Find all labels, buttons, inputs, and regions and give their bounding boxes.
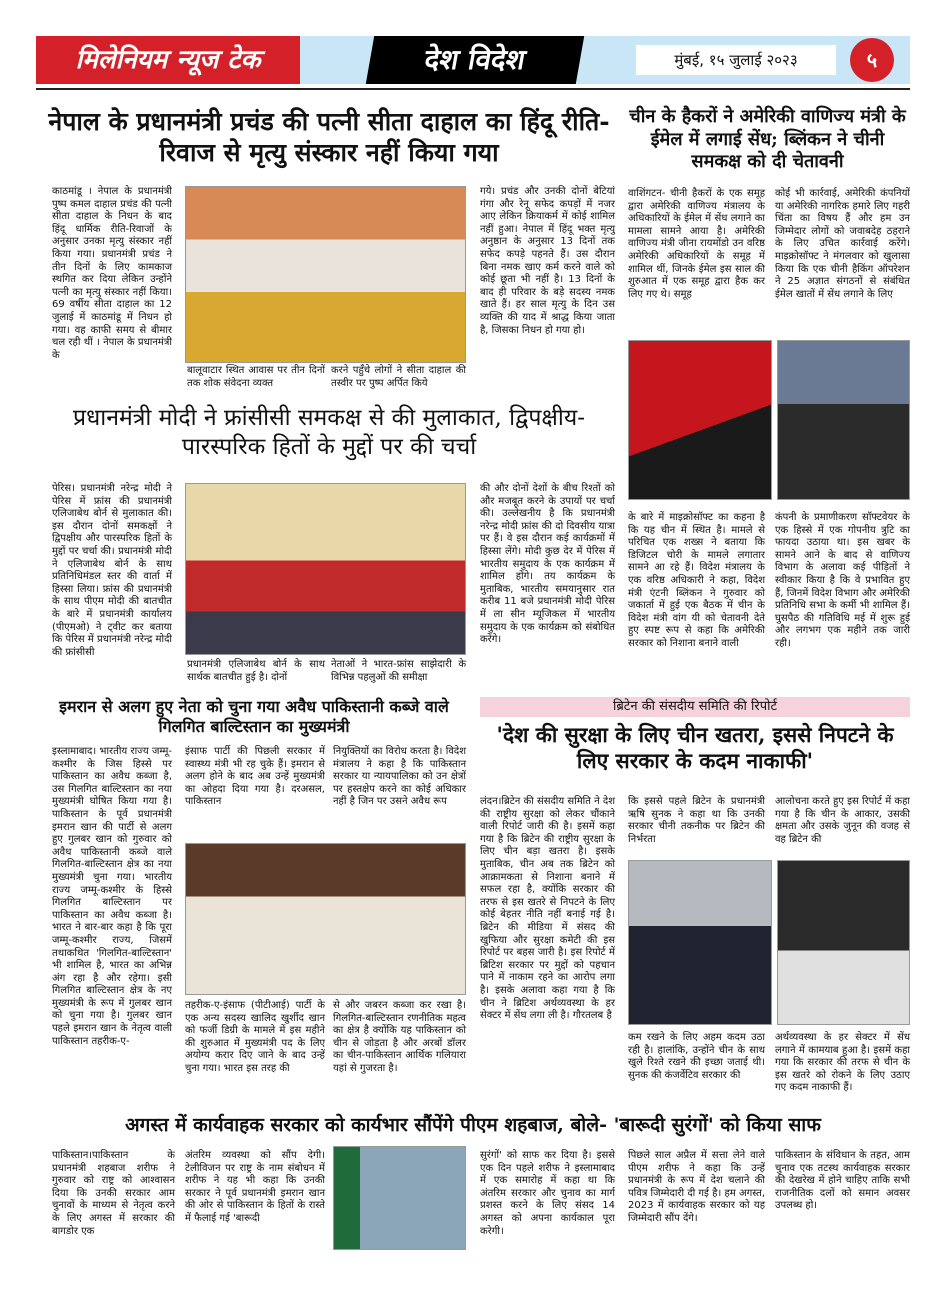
modi-col1: पेरिस। प्रधानमंत्री नरेन्द्र मोदी ने पेरिस में फ्रांस की प्रधानमंत्री एलिजाबेथ बोर्न से मुलाकात की। इस दौरान दोनों समकक्षों ने द्विपक्षीय और पारस्परिक हितों के मुद्दों पर चर्चा की। प्रधानमंत्री मोदी ने एलिजाबेथ बोर्न के साथ प्रतिनिधिमंडल स्तर की वार्ता में हिस्सा लिया। फ्रांस की प्रधानमंत्री के साथ पीएम मोदी की बातचीत के बारे में प्रधानमंत्री कार्यालय (पीएमओ) ने ट्वीट कर बताया कि पेरिस में प्रधानमंत्री नरेन्द्र मोदी की फ्रांसीसी [52, 483, 172, 658]
photo-xi-jinping [628, 860, 772, 1025]
shehbaz-col6: पाकिस्तान के संविधान के तहत, आम चुनाव एक तटस्थ कार्यवाहक सरकार की देखरेख में होने चाहिए ताकि सभी राजनीतिक दलों को समान अवसर उपलब्ध हो। [775, 1150, 910, 1212]
nepal-col1: काठमांडू । नेपाल के प्रधानमंत्री पुष्प कमल दाहाल प्रचंड की पत्नी सीता दाहाल के निधन के बाद हिंदू धार्मिक रीति-रिवाजों के अनुसार उनका मृत्यु संस्कार नहीं किया गया। प्रधानमंत्री प्रचंड ने तीन दिनों के लिए कामकाज स्थगित कर दिया लेकिन उन्होंने पत्नी का मृत्यु संस्कार नहीं किया। 69 वर्षीय सीता दाहाल का 12 जुलाई में काठमांडू में निधन हो गया। वह काफी समय से बीमार चल रही थीं । नेपाल के प्रधानमंत्री के [52, 186, 172, 361]
britain-col1: लंदन।ब्रिटेन की संसदीय समिति ने देश की राष्ट्रीय सुरक्षा को लेकर चौंकाने वाली रिपोर्ट जारी की है। इसमें कहा गया है कि ब्रिटेन की राष्ट्रीय सुरक्षा के लिए चीन बड़ा खतरा है। इसके मुताबिक, चीन अब तक ब्रिटेन को आक्रामकता से निशाना बनाने में सफल रहा है, क्योंकि सरकार की तरफ से इस खतरे से निपटने के लिए कोई बेहतर नीति नहीं बनाई गई है। ब्रिटेन की मीडिया में संसद की खुफिया और सुरक्षा कमेटी की इस रिपोर्ट पर बहस जारी है। इस रिपोर्ट में ब्रिटिश सरकार पर मुद्दों को पहचान पाने में नाकाम रहने का आरोप लगा है। इसके अलावा कहा गया है कि चीन ने ब्रिटिश अर्थव्यवस्था के हर सेक्टर में सेंध लगा ली है। गौरतलब है [480, 796, 615, 1022]
photo-modi-borne-meeting [185, 483, 466, 655]
britain-col3: आलोचना करते हुए इस रिपोर्ट में कहा गया है कि चीन के आकार, उसकी क्षमता और उसके जुनून की वजह से वह ब्रिटेन की [775, 796, 910, 845]
shehbaz-col1: पाकिस्तान।पाकिस्तान के प्रधानमंत्री शहबाज शरीफ ने गुरुवार को राष्ट्र को आश्वासन दिया कि उनकी सरकार आम चुनावों के माध्यम से नेतृत्व करने के लिए अगस्त में सरकार की बागडोर एक [52, 1150, 175, 1237]
gilgit-col3b: से और जबरन कब्जा कर रखा है। गिलगित-बाल्टिस्तान रणनीतिक महत्व का क्षेत्र है क्योंकि यह पाकिस्तान को चीन से जोड़ता है और अरबों डॉलर का चीन-पाकिस्तान आर्थिक गलियारा यहां से गुजरता है। [333, 1000, 466, 1074]
britain-col2: कि इससे पहले ब्रिटेन के प्रधानमंत्री ऋषि सुनक ने कहा था कि उनकी सरकार चीनी तकनीक पर ब्रिटेन की निर्भरता [628, 796, 765, 845]
headline-modi-france: प्रधानमंत्री मोदी ने फ्रांसीसी समकक्ष से की मुलाकात, द्विपक्षीय-पारस्परिक हितों के मुद्दों पर की चर्चा [73, 405, 585, 460]
paper-name: मिलेनियम न्यूज टेक [36, 36, 300, 84]
china-col2: कोई भी कार्रवाई, अमेरिकी कंपनियों या अमेरिकी नागरिक हमारे लिए गहरी चिंता का विषय हैं और हम उन जिम्मेदार लोगों को जवाबदेह ठहराने के लिए उचित कार्रवाई करेंगे। माइक्रोसॉफ्ट ने मंगलवार को खुलासा किया कि एक चीनी हैकिंग ऑपरेशन ने 25 अज्ञात संगठनों से संबंधित ईमेल खातों में सेंध लगाने के लिए [775, 188, 910, 300]
shehbaz-col2: अंतरिम व्यवस्था को सौंप देगी। टेलीविजन पर राष्ट्र के नाम संबोधन में शरीफ ने यह भी कहा कि उनकी सरकार ने पूर्व प्रधानमंत्री इमरान खान की ओर से पाकिस्तान के हितों के रास्ते में फैलाई गई 'बारूदी [185, 1150, 325, 1224]
gilgit-col2b: तहरीक-ए-इंसाफ (पीटीआई) पार्टी के एक अन्य सदस्य खालिद खुर्शीद खान को फर्जी डिग्री के मामले में इस महीने की शुरुआत में मुख्यमंत्री पद के लिए अयोग्य करार दिए जाने के बाद उन्हें चुना गया। भारत इस तरह की [185, 1000, 325, 1074]
china-col1: वाशिंगटन- चीनी हैकरों के एक समूह द्वारा अमेरिकी वाणिज्य मंत्रालय के अधिकारियों के ईमेल में सेंध लगाने का मामला सामने आया है। अमेरिकी वाणिज्य मंत्री जीना रायमोंडो उन वरिष्ठ अमेरिकी अधिकारियों के समूह में शामिल थीं, जिनके ईमेल इस साल की शुरुआत में एक समूह द्वारा हैक कर लिए गए थे। समूह [628, 188, 765, 300]
photo-gulbar-khan [185, 843, 466, 995]
section-title: देश विदेश [366, 36, 584, 84]
gilgit-col1: इस्लामाबाद। भारतीय राज्य जम्मू-कश्मीर के जिस हिस्से पर पाकिस्तान का अवैध कब्जा है, उस गिलगित बाल्टिस्तान का नया मुख्यमंत्री घोषित किया गया है। पाकिस्तान के पूर्व प्रधानमंत्री इमरान खान की पार्टी से अलग हुए गुलबर खान को गुरुवार को अवैध पाकिस्तानी कब्जे वाले गिलगित-बाल्टिस्तान क्षेत्र का नया मुख्यमंत्री चुना गया। भारतीय राज्य जम्मू-कश्मीर के हिस्से गिलगित बाल्टिस्तान पर पाकिस्तान का अवैध कब्जा है। भारत ने बार-बार कहा है कि पूरा जम्मू-कश्मीर राज्य, जिसमें तथाकथित 'गिलगित-बाल्टिस्तान' भी शामिल है, भारत का अभिन्न अंग रहा है और रहेगा। इसी गिलगित बाल्टिस्तान क्षेत्र के नए मुख्यमंत्री के रूप में गुलबर खान को चुना गया है। गुलबर खान पहले इमरान खान के नेतृत्व वाली पाकिस्तान तहरीक-ए- [52, 746, 172, 1047]
britain-col2b: कम रखने के लिए अहम कदम उठा रही है। हालांकि, उन्होंने चीन के साथ खुले रिश्ते रखने की इच्छा जताई थी। सुनक की कंजर्वेटिव सरकार की [628, 1032, 765, 1081]
photo-hacker [628, 340, 772, 500]
britain-kicker: ब्रिटेन की संसदीय समिति की रिपोर्ट [480, 697, 910, 717]
headline-britain-china: 'देश की सुरक्षा के लिए चीन खतरा, इससे निपटने के लिए सरकार के कदम नाकाफी' [496, 722, 894, 774]
shehbaz-col5: पिछले साल अप्रैल में सत्ता लेने वाले पीएम शरीफ ने कहा कि उन्हें प्रधानमंत्री के रूप में देश चलाने की पवित्र जिम्मेदारी दी गई है। हम अगस्त, 2023 में कार्यवाहक सरकार को यह जिम्मेदारी सौंप देंगे। [628, 1150, 765, 1224]
shehbaz-col4: सुरंगों' को साफ कर दिया है। इससे एक दिन पहले शरीफ ने इस्लामाबाद में एक समारोह में कहा था कि अंतरिम सरकार और चुनाव का मार्ग प्रशस्त करने के लिए संसद 14 अगस्त को अपना कार्यकाल पूरा करेगी। [480, 1150, 615, 1237]
china-col2b: कंपनी के प्रमाणीकरण सॉफ्टवेयर के एक हिस्से में एक गोपनीय त्रुटि का फायदा उठाया था। इस खबर के सामने आने के बाद से वाणिज्य विभाग के अलावा कई पीड़ितों ने स्वीकार किया है कि वे प्रभावित हुए हैं, जिनमें विदेश विभाग और अमेरिकी प्रतिनिधि सभा के कर्मी भी शामिल हैं। घुसपैठ की गतिविधि मई में शुरू हुई और लगभग एक महीने तक जारी रही। [775, 512, 910, 649]
nepal-col3: गये। प्रचंड और उनकी दोनों बेटियां गंगा और रेनू सफेद कपड़ों में नजर आए लेकिन क्रियाकर्म में कोई शामिल नहीं हुआ। नेपाल में हिंदू भक्त मृत्यु अनुष्ठान के अनुसार 13 दिनों तक सफेद कपड़े पहनते हैं। उस दौरान बिना नमक खाए कर्म करने वाले को कोई छूता भी नहीं है। 13 दिनों के बाद ही परिवार के बड़े सदस्य नमक खाते हैं। हर साल मृत्यु के दिन उस व्यक्ति की याद में श्राद्ध किया जाता है, जिसका निधन हो गया हो। [480, 186, 615, 336]
britain-col3b: अर्थव्यवस्था के हर सेक्टर में सेंध लगाने में कामयाब हुआ है। इसमें कहा गया कि सरकार की तरफ से चीन के इस खतरे को रोकने के लिए उठाए गए कदम नाकाफी हैं। [775, 1032, 910, 1094]
modi-col3: की और दोनों देशों के बीच रिश्तों को और मजबूत करने के उपायों पर चर्चा की। उल्लेखनीय है कि प्रधानमंत्री नरेन्द्र मोदी फ्रांस की दो दिवसीय यात्रा पर हैं। वे इस दौरान कई कार्यक्रमों में हिस्सा लेंगे। मोदी कुछ देर में पेरिस में भारतीय समुदाय के एक कार्यक्रम में शामिल होंगे। तय कार्यक्रम के मुताबिक, भारतीय समयानुसार रात करीब 11 बजे प्रधानमंत्री मोदी पेरिस में ला सीन म्यूजिकल में भारतीय समुदाय के एक कार्यक्रम को संबोधित करेंगे। [480, 483, 615, 646]
headline-gilgit: इमरान से अलग हुए नेता को चुना गया अवैध पाकिस्तानी कब्जे वाले गिलगित बाल्टिस्तान का मुख्यमंत्री [59, 697, 449, 736]
china-col1b: के बारे में माइक्रोसॉफ्ट का कहना है कि यह चीन में स्थित है। मामले से परिचित एक शख्स ने बताया कि डिजिटल चोरी के मामले लगातार सामने आ रहे हैं। विदेश मंत्रालय के एक वरिष्ठ अधिकारी ने कहा, विदेश मंत्री एंटनी ब्लिंकन ने गुरुवार को जकार्ता में हुई एक बैठक में चीन के विदेश मंत्री वांग यी को चेतावनी देते हुए स्पष्ट रूप से कहा कि अमेरिकी सरकार को निशाना बनाने वाली [628, 512, 765, 649]
photo-shehbaz-sharif [333, 1146, 466, 1250]
photo-gina-raimondo [777, 340, 910, 500]
nepal-caption2: करने पहुँचे लोगों ने सीता दाहाल की तस्वीर पर पुष्प अर्पित किये [331, 365, 466, 389]
headline-china-hackers: चीन के हैकरों ने अमेरिकी वाणिज्य मंत्री के ईमेल में लगाई सेंध; ब्लिंकन ने चीनी समकक्ष को दी चेतावनी [629, 106, 906, 172]
headline-nepal: नेपाल के प्रधानमंत्री प्रचंड की पत्नी सीता दाहाल का हिंदू रीति-रिवाज से मृत्यु संस्कार नहीं किया गया [48, 107, 610, 168]
gilgit-col2: इंसाफ पार्टी की पिछली सरकार में स्वास्थ्य मंत्री भी रह चुके हैं। इमरान से अलग होने के बाद अब उन्हें मुख्यमंत्री का ओहदा दिया गया है। दरअसल, पाकिस्तान [185, 746, 325, 808]
dateline: मुंबई, १५ जुलाई २०२३ [636, 45, 836, 75]
photo-sita-dahal-tribute [185, 186, 466, 363]
header-rule [36, 88, 910, 90]
photo-rishi-sunak [777, 860, 910, 1025]
headline-shehbaz: अगस्त में कार्यवाहक सरकार को कार्यभार सौंपेंगे पीएम शहबाज, बोले- 'बारूदी सुरंगों' को किया साफ [125, 1114, 821, 1136]
gilgit-col3: नियुक्तियों का विरोध करता है। विदेश मंत्रालय ने कहा है कि पाकिस्तान सरकार या न्यायपालिका को उन क्षेत्रों पर हस्तक्षेप करने का कोई अधिकार नहीं है जिन पर उसने अवैध रूप [333, 746, 466, 808]
modi-caption2: नेताओं ने भारत-फ्रांस साझेदारी के विभिन्न पहलुओं की समीक्षा [331, 659, 466, 683]
page-number: ५ [850, 38, 894, 82]
modi-caption1: प्रधानमंत्री एलिजाबेथ बोर्न के साथ सार्थक बातचीत हुई है। दोनों [187, 659, 325, 683]
nepal-caption1: बालूवाटार स्थित आवास पर तीन दिनों तक शोक संवेदना व्यक्त [187, 365, 325, 389]
